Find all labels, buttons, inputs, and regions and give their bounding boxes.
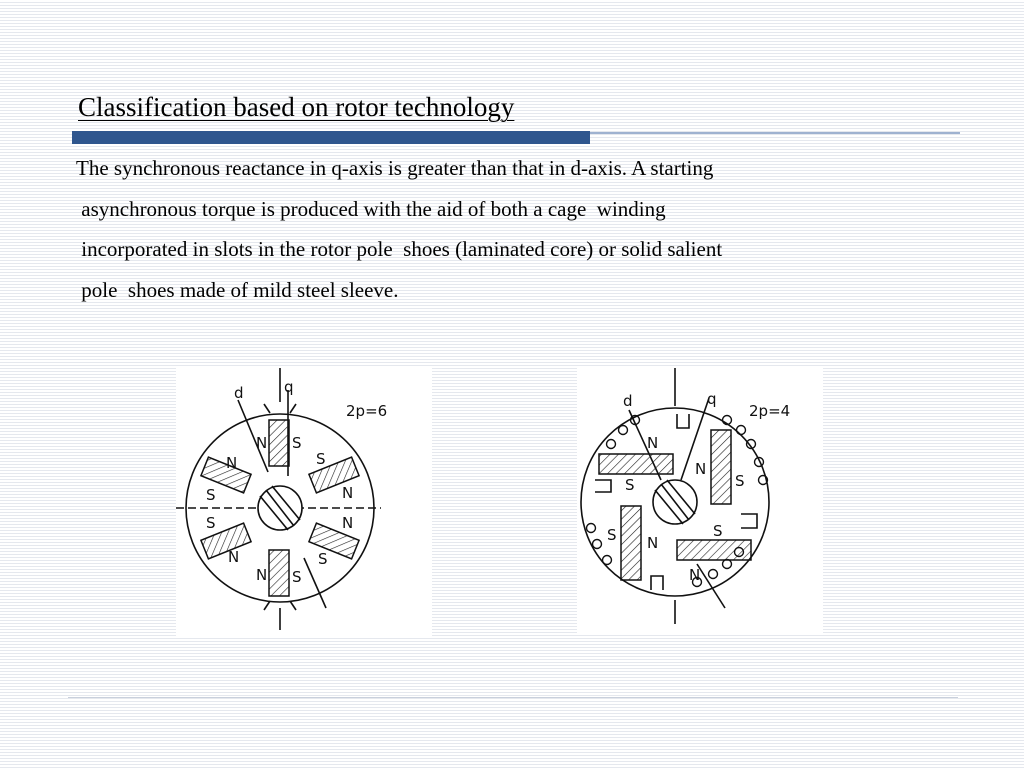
pole-notch-bottom xyxy=(264,601,270,610)
pole-letter: S xyxy=(206,514,216,532)
four-pole-rotor-svg xyxy=(577,368,823,634)
pole-letter: S xyxy=(713,522,723,540)
q-axis-label: q xyxy=(707,390,717,408)
pole-top-bar xyxy=(711,430,731,504)
pole-letter: S xyxy=(206,486,216,504)
body-text-line-4: pole shoes made of mild steel sleeve. xyxy=(76,278,399,302)
six-pole-rotor-diagram xyxy=(176,368,432,638)
body-text-line-2: asynchronous torque is produced with the aid of both a cage winding xyxy=(76,197,666,221)
four-pole-rotor-diagram xyxy=(577,368,823,634)
pole-top xyxy=(269,420,289,466)
pole-letter: S xyxy=(318,550,328,568)
body-text-line-1: The synchronous reactance in q-axis is greater than that in d-axis. A starting xyxy=(76,156,714,180)
pole-letter: N xyxy=(689,566,701,584)
d-axis-label: d xyxy=(234,384,244,402)
title-underline-rule xyxy=(590,132,960,134)
pole-letter: S xyxy=(735,472,745,490)
pole-letter: N xyxy=(256,566,268,584)
pole-letter: N xyxy=(342,484,354,502)
pole-letter: S xyxy=(625,476,635,494)
pole-left-bar xyxy=(599,454,673,474)
body-text-line-3: incorporated in slots in the rotor pole shoes (laminated core) or solid salient xyxy=(76,237,723,261)
pole-letter: S xyxy=(292,568,302,586)
pole-letter: N xyxy=(228,548,240,566)
pole-letter: N xyxy=(226,454,238,472)
pole-letter: N xyxy=(342,514,354,532)
six-pole-rotor-svg xyxy=(176,368,432,638)
d-axis-label: d xyxy=(623,392,633,410)
pole-letter: S xyxy=(292,434,302,452)
pole-letter: S xyxy=(316,450,326,468)
slide-title: Classification based on rotor technology xyxy=(78,92,515,122)
pole-letter: N xyxy=(647,534,659,552)
pole-count-label: 2p=6 xyxy=(346,402,388,420)
q-axis-label: q xyxy=(284,378,294,396)
pole-letter: N xyxy=(647,434,659,452)
pole-count-label: 2p=4 xyxy=(749,402,791,420)
pole-bottom-bar xyxy=(621,506,641,580)
pole-notch-top xyxy=(264,404,270,413)
pole-bottom xyxy=(269,550,289,596)
title-accent-bar xyxy=(72,131,590,144)
pole-letter: N xyxy=(695,460,707,478)
pole-letter: N xyxy=(256,434,268,452)
footer-rule xyxy=(68,697,958,698)
pole-letter: S xyxy=(607,526,617,544)
